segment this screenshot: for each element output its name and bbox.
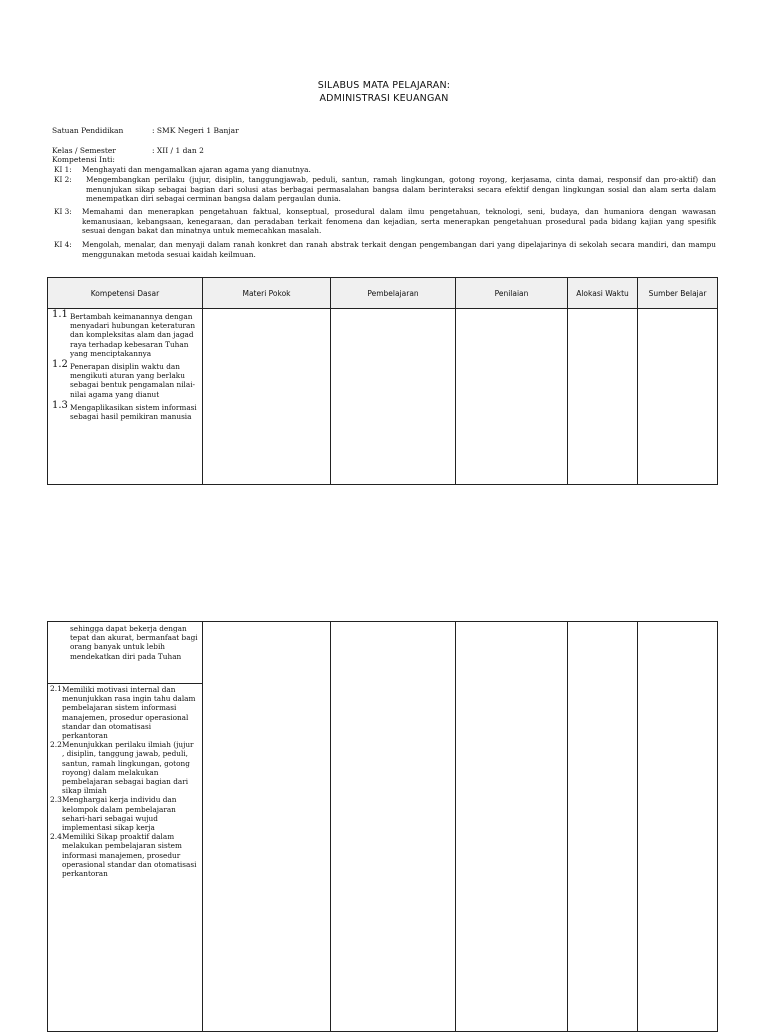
ki-code: KI 2: bbox=[54, 175, 72, 184]
ki-item bbox=[52, 207, 716, 236]
header-penilaian: Penilaian bbox=[456, 278, 568, 309]
kd-number: 2.4 bbox=[50, 832, 62, 842]
ki-code: KI 4: bbox=[54, 240, 72, 249]
pembelajaran-cell bbox=[331, 309, 456, 485]
header-sumber-belajar: Sumber Belajar bbox=[638, 278, 718, 309]
sumber-belajar-cell bbox=[638, 622, 718, 1032]
kd-item bbox=[48, 832, 202, 878]
alokasi-waktu-cell bbox=[568, 622, 638, 1032]
kd-continuation-text: sehingga dapat bekerja dengan tepat dan akurat, bermanfaat bagi orang banyak untuk lebih mendekatkan diri pada Tuhan bbox=[70, 624, 198, 661]
kelas-value: : XII / 1 dan 2 bbox=[152, 146, 204, 155]
kompetensi-dasar-cell bbox=[48, 622, 203, 1032]
kd-number: 1.1 bbox=[52, 309, 68, 320]
kd-item bbox=[48, 358, 202, 399]
kd-text: Menunjukkan perilaku ilmiah (jujur , disiplin, tanggung jawab, peduli, santun, ramah lingkungan, gotong royong) dalam melakukan pembelajaran sebagai bagian dari sikap ilmiah bbox=[62, 740, 194, 796]
kd-text: Mengaplikasikan sistem informasi sebagai hasil pemikiran manusia bbox=[70, 402, 197, 422]
table-row bbox=[48, 309, 718, 485]
kd-text: Bertambah keimanannya dengan menyadari hubungan keteraturan dan kompleksitas alam dan jagad raya terhadap kebesaran Tuhan yang menciptakannya bbox=[70, 312, 196, 358]
ki-text: Mengolah, menalar, dan menyaji dalam ranah konkret dan ranah abstrak terkait dengan pengembangan dari yang dipelajarinya di sekolah secara mandiri, dan mampu menggunakan metoda sesuai kaidah keilmuan. bbox=[82, 240, 716, 259]
kd-continuation bbox=[48, 622, 202, 683]
kompetensi-dasar-cell bbox=[48, 309, 203, 485]
kd-text: Menghargai kerja individu dan kelompok dalam pembelajaran sehari-hari sebagai wujud implementasi sikap kerja bbox=[62, 795, 177, 833]
ki-item bbox=[52, 165, 716, 175]
sumber-belajar-cell bbox=[638, 309, 718, 485]
kd-item bbox=[48, 399, 202, 421]
ki-code: KI 1: bbox=[54, 165, 72, 174]
penilaian-cell bbox=[456, 309, 568, 485]
header-kompetensi-dasar: Kompetensi Dasar bbox=[48, 278, 203, 309]
kd-number: 2.1 bbox=[50, 684, 62, 693]
kd-text: Memiliki Sikap proaktif dalam melakukan pembelajaran sistem informasi manajemen, prosedur operasional standar dan otomatisasi perkantoran bbox=[62, 832, 197, 879]
materi-pokok-cell bbox=[203, 622, 331, 1032]
document-title: SILABUS MATA PELAJARAN: bbox=[317, 80, 451, 91]
materi-pokok-cell bbox=[203, 309, 331, 485]
penilaian-cell bbox=[456, 622, 568, 1032]
ki-text: Memahami dan menerapkan pengetahuan faktual, konseptual, prosedural dalam ilmu pengetahuan, teknologi, seni, budaya, dan humaniora dengan wawasan kemanusiaan, kebangsaan, kenegaraan, dan peradaban terkait fenomena dan kejadian, serta menerapkan pengetahuan prosedural pada bidang kajian yang spesifik sesuai dengan bakat dan minatnya untuk memecahkan masalah. bbox=[82, 207, 716, 235]
pembelajaran-cell bbox=[331, 622, 456, 1032]
ki-text: Menghayati dan mengamalkan ajaran agama yang dianutnya. bbox=[82, 165, 311, 174]
header-pembelajaran: Pembelajaran bbox=[331, 278, 456, 309]
kd-text: Penerapan disiplin waktu dan mengikuti aturan yang berlaku sebagai bentuk pengamalan nilai-nilai agama yang dianut bbox=[70, 362, 196, 399]
satuan-label: Satuan Pendidikan bbox=[52, 126, 124, 135]
kompetensi-inti-label: Kompetensi Inti: bbox=[52, 155, 115, 164]
ki-code: KI 3: bbox=[54, 207, 72, 216]
alokasi-waktu-cell bbox=[568, 309, 638, 485]
kd-number: 1.2 bbox=[52, 359, 68, 371]
ki-item bbox=[52, 175, 716, 204]
document-subtitle: ADMINISTRASI KEUANGAN bbox=[319, 93, 449, 104]
kelas-label: Kelas / Semester bbox=[52, 146, 116, 155]
satuan-value: : SMK Negeri 1 Banjar bbox=[152, 126, 239, 135]
kd-item bbox=[48, 795, 202, 832]
table-header-row bbox=[48, 278, 718, 309]
syllabus-table-page-2 bbox=[47, 621, 718, 1032]
syllabus-table-page-1 bbox=[47, 277, 718, 485]
kd-item bbox=[48, 740, 202, 795]
kd-number: 1.3 bbox=[52, 399, 68, 411]
kd-number: 2.3 bbox=[50, 795, 62, 805]
kd-item bbox=[48, 684, 202, 740]
header-materi-pokok: Materi Pokok bbox=[203, 278, 331, 309]
header-alokasi-waktu: Alokasi Waktu bbox=[568, 278, 638, 309]
ki-text: Mengembangkan perilaku (jujur, disiplin, tanggungjawab, peduli, santun, ramah lingkungan, gotong royong, kerjasama, cinta damai, responsif dan pro-aktif) dan menunjukan sikap sebagai bagian dari solusi atas berbagai permasalahan bangsa dalam berinteraksi secara efektif dengan lingkungan sosial dan alam serta dalam menempatkan diri sebagai cerminan bangsa dalam pergaulan dunia. bbox=[86, 175, 716, 203]
kd-item bbox=[48, 309, 202, 358]
ki-item bbox=[52, 240, 716, 259]
kd-number: 2.2 bbox=[50, 740, 62, 750]
table-row bbox=[48, 622, 718, 1032]
kd-text: Memiliki motivasi internal dan menunjukkan rasa ingin tahu dalam pembelajaran sistem informasi manajemen, prosedur operasional standar dan otomatisasi perkantoran bbox=[62, 685, 196, 741]
